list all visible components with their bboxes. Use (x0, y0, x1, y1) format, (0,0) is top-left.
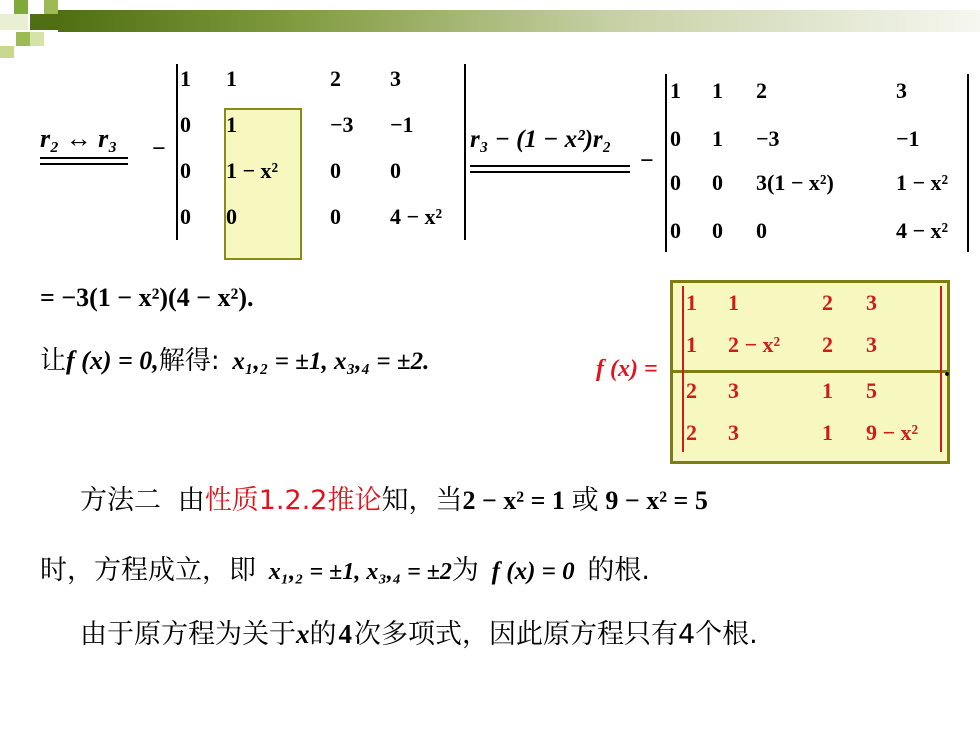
det2-cell: 0 (756, 218, 767, 243)
fx-cell: 3 (728, 378, 739, 403)
fx-cell: 1 (822, 420, 833, 445)
det2-cell: 0 (670, 170, 681, 195)
det1-cell: 0 (226, 204, 237, 229)
method2-or: 或 (571, 485, 599, 516)
det1-cell: 4 − x² (390, 204, 443, 229)
method2-line2-a: 时，方程成立，即 (40, 555, 256, 586)
det2-cell: 0 (670, 218, 681, 243)
method2-property-ref: 性质1.2.2推论 (204, 485, 382, 516)
det1-cell: 0 (180, 112, 191, 137)
det1-cell: 3 (390, 66, 401, 91)
fx-cell: 1 (686, 290, 697, 315)
fx-cell: 2 (686, 378, 697, 403)
det2-cell: 1 (670, 78, 681, 103)
method2-title: 方法二 (80, 485, 161, 516)
fx-cell: 1 (686, 332, 697, 357)
det2-cell: 2 (756, 78, 767, 103)
method2-line2-b: 为 (451, 555, 479, 586)
fx-cell: 2 (686, 420, 697, 445)
fx-cell: 3 (866, 290, 877, 315)
det1-cell: 0 (180, 158, 191, 183)
solve-roots: x₁,₂ = ±1, x₃,₄ = ±2. (232, 348, 430, 375)
method2-line3 (80, 612, 758, 651)
det1-cell: 2 (330, 66, 341, 91)
fx-cell: 2 − x² (728, 332, 781, 357)
method2-line3-c: 次多项式，因此原方程只有4个根. (354, 619, 758, 650)
det1-cell: 0 (330, 158, 341, 183)
det2-cell: −1 (896, 126, 920, 151)
fx-label: f (x) = (596, 356, 658, 382)
det1-cell: 0 (330, 204, 341, 229)
det2-cell: 3 (896, 78, 907, 103)
method2-line3-4: 4 (338, 619, 352, 649)
det1-cell: 1 (180, 66, 191, 91)
result-line: = −3(1 − x²)(4 − x²). (40, 283, 254, 312)
solve-eq: f (x) = 0, (66, 346, 159, 375)
op-swap-label: r₂ ↔ r₃ (40, 124, 118, 153)
solve-prefix: 让 (40, 346, 67, 376)
fx-cell: 5 (866, 378, 877, 403)
det1-cell: 1 (226, 112, 237, 137)
det1-cell: 1 (226, 66, 237, 91)
det2-cell: 1 (712, 78, 723, 103)
fx-cell: 9 − x² (866, 420, 919, 445)
det2-cell: 0 (670, 126, 681, 151)
det2-cell: 4 − x² (896, 218, 949, 243)
det1-cell: 0 (390, 158, 401, 183)
det2-cell: −3 (756, 126, 780, 151)
fx-cell: 3 (866, 332, 877, 357)
solve-mid: 解得: (158, 346, 220, 376)
det2-cell: 0 (712, 170, 723, 195)
fx-cell: 3 (728, 420, 739, 445)
method2-line3-b: 的 (309, 619, 337, 650)
method2-line2-c: 的根. (587, 555, 650, 586)
op-elim-label: r₃ − (1 − x²)r₂ (470, 126, 612, 153)
method2-know: 知，当 (381, 485, 463, 516)
op-elim-minus: − (640, 148, 654, 174)
method2-line3-x: x (296, 619, 310, 649)
det1-cell: 0 (180, 204, 191, 229)
fx-cell: 2 (822, 290, 833, 315)
fx-dot: . (944, 356, 950, 382)
det1-cell: 1 − x² (226, 158, 279, 183)
op-swap-underline (40, 157, 128, 165)
det2-cell: 3(1 − x²) (756, 170, 834, 195)
method2-line2-eq: f (x) = 0 (491, 558, 575, 585)
method2-line1 (80, 478, 708, 517)
method2-line2 (40, 548, 650, 587)
method2-line3-a: 由于原方程为关于 (80, 619, 296, 650)
fx-cell: 1 (822, 378, 833, 403)
method2-cond1: 2 − x² = 1 (462, 486, 565, 515)
method2-by: 由 (177, 485, 205, 516)
det2-cell: 1 − x² (896, 170, 949, 195)
det2-cell: 0 (712, 218, 723, 243)
solve-line (40, 340, 429, 377)
op-elim-underline (470, 165, 630, 173)
det1-cell: −3 (330, 112, 354, 137)
header-gradient-bar (58, 10, 980, 32)
det2-cell: 1 (712, 126, 723, 151)
method2-line2-roots: x₁,₂ = ±1, x₃,₄ = ±2 (268, 559, 452, 585)
method2-cond2: 9 − x² = 5 (605, 486, 708, 515)
fx-cell: 2 (822, 332, 833, 357)
fx-cell: 1 (728, 290, 739, 315)
op-swap-minus: − (152, 136, 166, 162)
det1-cell: −1 (390, 112, 414, 137)
